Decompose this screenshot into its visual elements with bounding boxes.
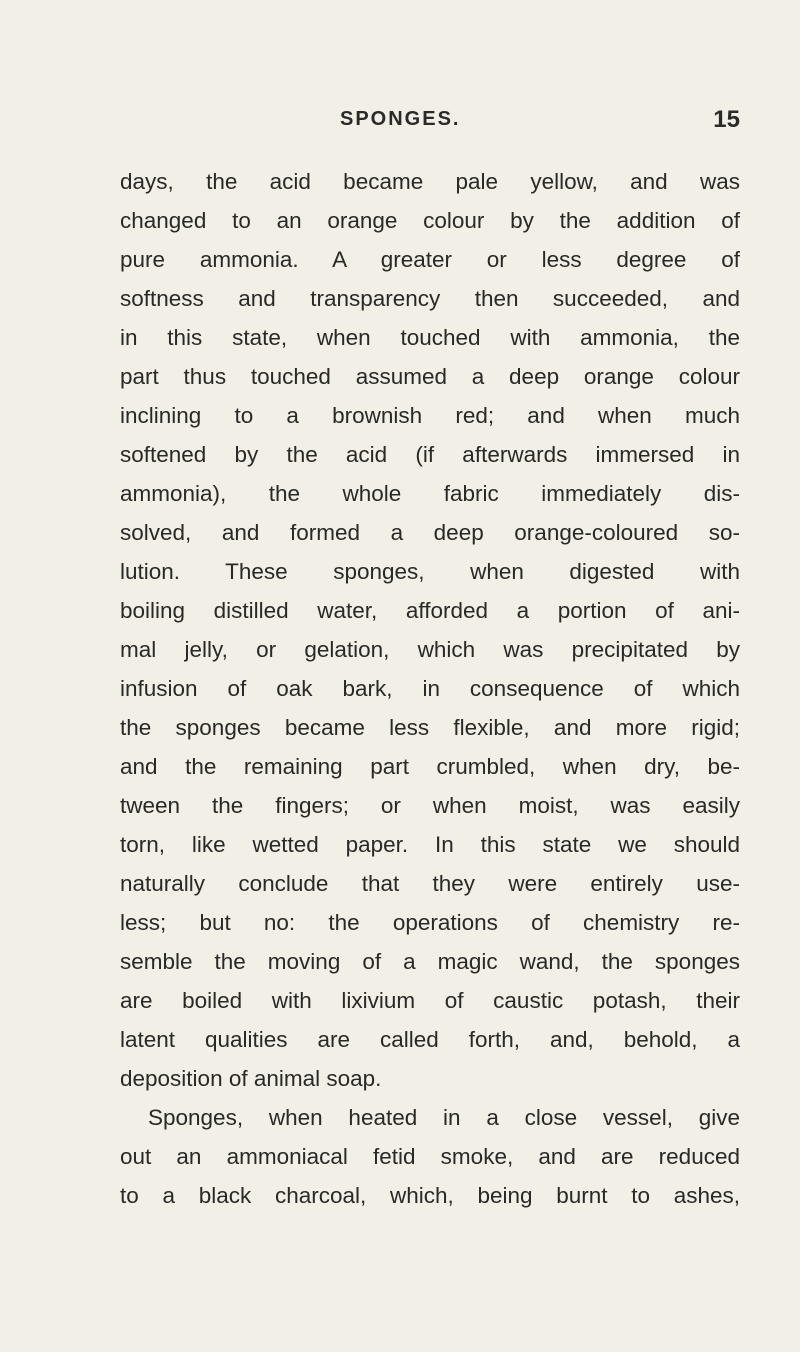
text-line: latent qualities are called forth, and, behold, a — [120, 1027, 740, 1052]
paragraph-end-line: deposition of animal soap. — [120, 1066, 382, 1091]
text-line: softness and transparency then succeeded, and — [120, 286, 740, 311]
text-line: out an ammoniacal fetid smoke, and are reduced — [120, 1144, 740, 1169]
text-line: softened by the acid (if afterwards immersed in — [120, 442, 740, 467]
text-line: days, the acid became pale yellow, and was — [120, 169, 740, 194]
page-number: 15 — [713, 106, 740, 133]
text-line: ammonia), the whole fabric immediately dis- — [120, 481, 740, 506]
text-line: changed to an orange colour by the addition of — [120, 208, 740, 233]
text-line: are boiled with lixivium of caustic potash, their — [120, 988, 740, 1013]
text-line: and the remaining part crumbled, when dry, be- — [120, 754, 740, 779]
text-line: lution. These sponges, when digested with — [120, 559, 740, 584]
text-line: boiling distilled water, afforded a portion of ani- — [120, 598, 740, 623]
running-head — [120, 108, 740, 138]
running-title: SPONGES. — [340, 108, 461, 130]
text-line: tween the fingers; or when moist, was easily — [120, 793, 740, 818]
text-line: to a black charcoal, which, being burnt to ashes, — [120, 1183, 740, 1208]
text-line: naturally conclude that they were entirely use- — [120, 871, 740, 896]
text-line: infusion of oak bark, in consequence of which — [120, 676, 740, 701]
text-line: semble the moving of a magic wand, the sponges — [120, 949, 740, 974]
text-line: mal jelly, or gelation, which was precipitated by — [120, 637, 740, 662]
text-line: pure ammonia. A greater or less degree of — [120, 247, 740, 272]
text-line: solved, and formed a deep orange-coloured so- — [120, 520, 740, 545]
text-line: part thus touched assumed a deep orange colour — [120, 364, 740, 389]
text-line: in this state, when touched with ammonia, the — [120, 325, 740, 350]
body-text — [120, 162, 740, 1215]
text-line: the sponges became less flexible, and more rigid; — [120, 715, 740, 740]
text-line: inclining to a brownish red; and when much — [120, 403, 740, 428]
paragraph-start-line: Sponges, when heated in a close vessel, give — [148, 1105, 740, 1130]
text-line: torn, like wetted paper. In this state we should — [120, 832, 740, 857]
text-line: less; but no: the operations of chemistry re- — [120, 910, 740, 935]
